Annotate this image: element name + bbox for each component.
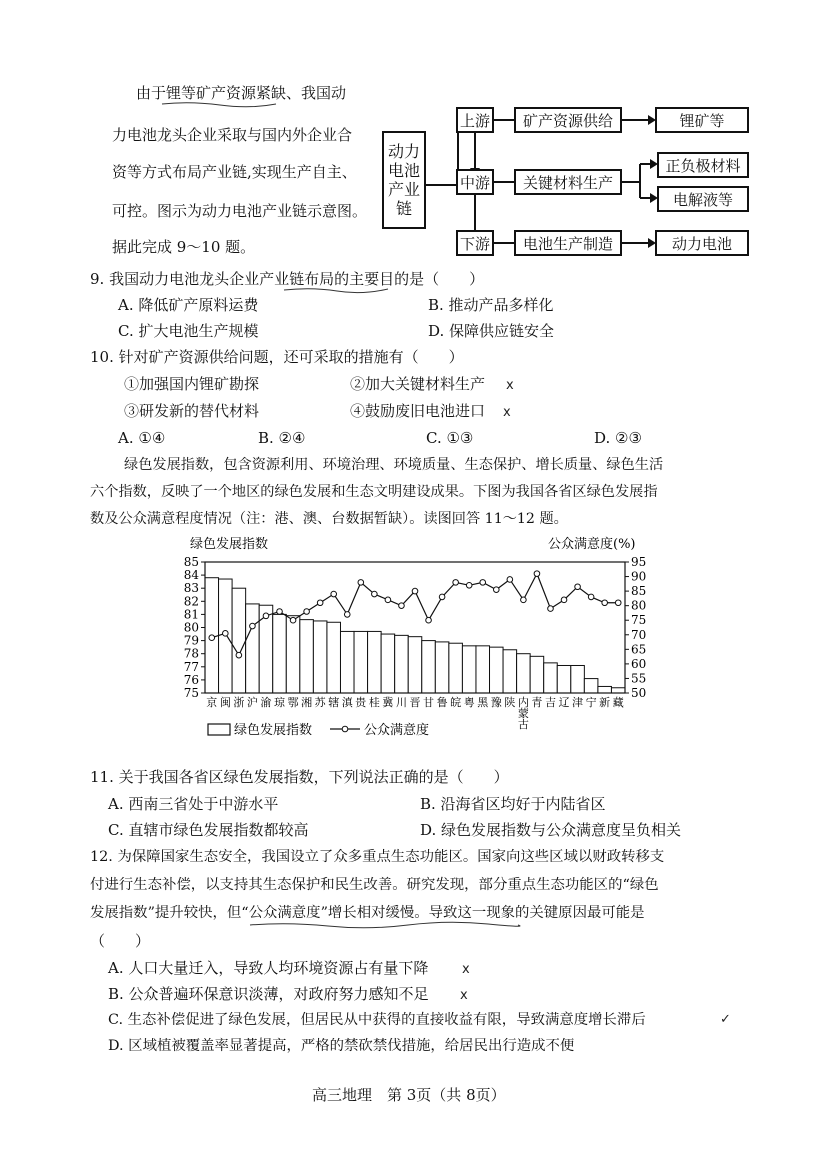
chart-right-tick-label: 55	[631, 671, 647, 686]
chart-left-tick-label: 76	[183, 672, 199, 687]
q12-mark-c: ✓	[720, 1012, 731, 1027]
chart-satisfaction-point	[263, 613, 269, 619]
chart-bar	[422, 641, 436, 693]
chart-category-label: 川	[395, 696, 407, 709]
chart-bar	[286, 616, 300, 693]
chart-satisfaction-point	[507, 577, 513, 583]
chart-category-label: 桂	[368, 696, 380, 709]
chart-bar	[313, 621, 327, 693]
chart-bar	[354, 631, 368, 693]
q9-option-a: A. 降低矿产原料运费	[118, 296, 259, 314]
intro-line-1: 由于锂等矿产资源紧缺、我国动	[136, 84, 347, 102]
chart-category-label: 新	[599, 696, 611, 709]
q12-stem-line-4: （ ）	[90, 932, 151, 950]
chart-satisfaction-point	[223, 631, 229, 637]
chart-satisfaction-point	[521, 597, 527, 603]
chart-satisfaction-point	[588, 594, 594, 600]
q11-stem: 11. 关于我国各省区绿色发展指数，下列说法正确的是（ ）	[90, 768, 509, 786]
chart-satisfaction-point	[534, 571, 540, 577]
q10-item-2: ②加大关键材料生产	[350, 375, 486, 393]
chart-bar	[246, 604, 260, 693]
chart-left-tick-label: 81	[183, 607, 199, 622]
chart-satisfaction-point	[358, 580, 364, 586]
q12-stem-line-3: 发展指数”提升较快，但“公众满意度”增长相对缓慢。导致这一现象的关键原因最可能是	[90, 905, 645, 921]
chart-right-tick-label: 65	[631, 642, 647, 657]
chart-satisfaction-point	[304, 609, 310, 615]
q10-option-d: D. ②③	[594, 429, 642, 447]
chart-category-label: 辽	[558, 696, 570, 709]
chart-category-label: 蒙	[517, 707, 529, 720]
diagram-root-box	[382, 131, 426, 229]
chart-category-label: 津	[572, 696, 584, 709]
q12-stem-line-1: 12. 为保障国家生态安全，我国设立了众多重点生态功能区。国家向这些区域以财政转移支	[90, 849, 665, 865]
chart-satisfaction-point	[615, 600, 621, 606]
chart-satisfaction-point	[399, 603, 405, 609]
chart-category-label: 贵	[355, 696, 367, 709]
chart-right-tick-label: 75	[631, 613, 647, 628]
process-materials: 关键材料生产	[514, 169, 622, 195]
chart-bar	[232, 588, 246, 693]
chart-category-label: 滇	[341, 696, 353, 709]
chart-bar	[462, 646, 476, 693]
chart-bar	[273, 614, 287, 693]
chart-satisfaction-point	[250, 623, 256, 629]
chart-left-tick-label: 77	[183, 659, 199, 674]
chart-bar	[611, 688, 625, 693]
chart	[150, 534, 680, 744]
chart-satisfaction-point	[331, 591, 337, 597]
q9-option-d: D. 保障供应链安全	[428, 322, 555, 340]
chart-category-label: 黑	[477, 696, 489, 709]
chart-bar	[598, 686, 612, 693]
chart-right-tick-label: 80	[631, 598, 647, 613]
chart-bar	[340, 631, 354, 693]
chart-satisfaction-point	[426, 617, 432, 623]
chart-bar	[557, 665, 571, 693]
chart-category-label: 琼	[274, 696, 286, 709]
chart-category-label: 青	[531, 696, 543, 709]
chart-category-label: 浙	[233, 696, 245, 709]
chart-legend-line-marker	[342, 726, 348, 732]
chart-category-label: 宁	[585, 696, 597, 709]
q10-item-3: ③研发新的替代材料	[124, 402, 260, 420]
chart-category-label: 豫	[490, 696, 502, 709]
chart-bar	[571, 665, 585, 693]
chart-bar	[435, 642, 449, 693]
stage-midstream: 中游	[456, 169, 494, 195]
chart-category-label: 粤	[463, 696, 475, 709]
process-mineral-supply: 矿产资源供给	[514, 107, 622, 133]
chart-category-label: 吉	[544, 696, 556, 709]
q11-option-a: A. 西南三省处于中游水平	[108, 795, 279, 813]
chart-right-tick-label: 60	[631, 656, 647, 671]
chart-bar	[476, 646, 490, 693]
output-battery: 动力电池	[655, 230, 749, 256]
chart-category-label: 沪	[246, 696, 258, 709]
q12-underline	[248, 921, 522, 929]
output-electrodes: 正负极材料	[657, 152, 749, 178]
chart-category-label: 鲁	[436, 696, 448, 709]
chart-satisfaction-point	[439, 594, 445, 600]
q9-underline	[282, 286, 392, 294]
chart-right-axis-title: 公众满意度(%)	[548, 537, 636, 552]
chart-category-label: 内	[517, 696, 529, 709]
chart-legend-bar-swatch	[208, 724, 230, 735]
chart-bar	[517, 654, 531, 693]
q12-option-c: C. 生态补偿促进了绿色发展，但居民从中获得的直接收益有限，导致满意度增长滞后	[108, 1012, 646, 1028]
chart-category-label: 渝	[260, 696, 272, 709]
q10-option-b: B. ②④	[258, 429, 306, 447]
chart-category-label: 陕	[504, 696, 516, 709]
chart-left-tick-label: 78	[183, 646, 199, 661]
chart-right-tick-label: 90	[631, 569, 647, 584]
chart-category-label: 皖	[450, 696, 462, 709]
chart-satisfaction-point	[493, 587, 499, 593]
passage2-line-3: 数及公众满意程度情况（注：港、澳、台数据暂缺）。读图回答 11～12 题。	[90, 511, 568, 527]
chart-left-tick-label: 82	[183, 594, 199, 609]
q9-stem: 9. 我国动力电池龙头企业产业链布局的主要目的是（ ）	[90, 270, 485, 288]
q11-option-c: C. 直辖市绿色发展指数都较高	[108, 821, 309, 839]
stage-upstream: 上游	[456, 107, 494, 133]
chart-category-label: 鄂	[287, 696, 299, 709]
chart-satisfaction-point	[561, 597, 567, 603]
chart-category-label: 苏	[314, 696, 326, 709]
q10-stem: 10. 针对矿产资源供给问题，还可采取的措施有（ ）	[90, 348, 464, 366]
diagram-root-label: 动力电池产业链	[387, 142, 420, 218]
chart-satisfaction-point	[453, 580, 459, 586]
chart-satisfaction-point	[575, 584, 581, 590]
q11-option-b: B. 沿海省区均好于内陆省区	[420, 795, 606, 813]
chart-category-label: 辖	[328, 696, 340, 709]
stage-downstream: 下游	[456, 230, 494, 256]
q12-mark-a: x	[462, 962, 470, 977]
chart-right-tick-label: 50	[631, 686, 647, 700]
q12-stem-line-2: 付进行生态补偿，以支持其生态保护和民生改善。研究发现，部分重点生态功能区的“绿色	[90, 877, 659, 893]
q9-option-b: B. 推动产品多样化	[428, 296, 554, 314]
chart-category-label: 闽	[219, 696, 231, 709]
chart-right-tick-label: 95	[631, 555, 647, 569]
q10-option-a: A. ①④	[118, 429, 166, 447]
output-lithium: 锂矿等	[655, 107, 749, 133]
chart-satisfaction-point	[209, 635, 215, 641]
chart-left-tick-label: 80	[183, 620, 199, 635]
process-manufacturing: 电池生产制造	[514, 230, 622, 256]
passage2-line-1: 绿色发展指数，包含资源利用、环境治理、环境质量、生态保护、增长质量、绿色生活	[124, 457, 664, 473]
chart-bar	[584, 679, 598, 693]
chart-bar	[408, 637, 422, 693]
chart-left-axis-title: 绿色发展指数	[190, 537, 269, 552]
chart-category-label: 甘	[423, 696, 435, 709]
chart-bar	[449, 643, 463, 693]
chart-left-tick-label: 85	[183, 555, 199, 569]
q11-option-d: D. 绿色发展指数与公众满意度呈负相关	[420, 821, 682, 839]
chart-left-tick-label: 75	[183, 686, 199, 700]
q10-mark-2: x	[506, 378, 514, 393]
q9-option-c: C. 扩大电池生产规模	[118, 322, 259, 340]
chart-category-label: 湘	[301, 696, 313, 709]
chart-category-label: 晋	[409, 696, 421, 709]
chart-satisfaction-point	[344, 612, 350, 618]
chart-bar	[490, 647, 504, 693]
chart-right-tick-label: 70	[631, 627, 647, 642]
q12-option-b: B. 公众普遍环保意识淡薄，对政府努力感知不足	[108, 985, 429, 1003]
chart-satisfaction-point	[372, 591, 378, 597]
chart-bar	[327, 622, 341, 693]
chart-left-tick-label: 84	[183, 568, 199, 583]
page-footer: 高三地理 第 3页（共 8页）	[312, 1086, 506, 1104]
passage2-line-2: 六个指数，反映了一个地区的绿色发展和生态文明建设成果。下图为我国各省区绿色发展指	[90, 484, 658, 500]
intro-line-5: 据此完成 9～10 题。	[112, 238, 256, 256]
chart-bar	[368, 631, 382, 693]
intro-line-4: 可控。图示为动力电池产业链示意图。	[112, 202, 368, 220]
chart-bar	[300, 620, 314, 693]
chart-satisfaction-point	[317, 600, 323, 606]
chart-satisfaction-point	[548, 606, 554, 612]
output-electrolyte: 电解液等	[657, 186, 749, 212]
q12-option-a: A. 人口大量迁入，导致人均环境资源占有量下降	[108, 959, 429, 977]
intro-line-2: 力电池龙头企业采取与国内外企业合	[112, 126, 353, 144]
intro-underline	[160, 100, 280, 108]
green-development-chart	[150, 534, 680, 744]
chart-right-tick-label: 85	[631, 584, 647, 599]
q12-option-d: D. 区域植被覆盖率显著提高，严格的禁砍禁伐措施，给居民出行造成不便	[108, 1038, 575, 1054]
chart-satisfaction-point	[480, 580, 486, 586]
chart-bar	[503, 650, 517, 693]
chart-category-label: 京	[206, 696, 218, 709]
chart-satisfaction-point	[385, 597, 391, 603]
chart-category-label: 冀	[382, 696, 394, 709]
q10-item-1: ①加强国内锂矿勘探	[124, 375, 260, 393]
chart-bar	[395, 635, 409, 693]
chart-satisfaction-point	[466, 582, 472, 588]
chart-bar	[544, 663, 558, 693]
chart-category-label: 古	[517, 718, 529, 731]
chart-bar	[381, 634, 395, 693]
intro-line-3: 资等方式布局产业链,实现生产自主、	[112, 163, 357, 181]
chart-left-tick-label: 83	[183, 581, 199, 596]
chart-satisfaction-point	[412, 588, 418, 594]
chart-bar	[530, 656, 544, 693]
chart-satisfaction-point	[277, 609, 283, 615]
chart-satisfaction-point	[602, 600, 608, 606]
q10-item-4: ④鼓励废旧电池进口	[350, 402, 486, 420]
q10-option-c: C. ①③	[426, 429, 474, 447]
chart-category-label: 藏	[612, 696, 624, 709]
chart-left-tick-label: 79	[183, 633, 199, 648]
chart-legend-bar-label: 绿色发展指数	[234, 723, 313, 738]
chart-satisfaction-point	[236, 652, 242, 658]
q12-mark-b: x	[460, 988, 468, 1003]
q10-mark-4: x	[503, 405, 511, 420]
chart-satisfaction-point	[290, 617, 296, 623]
chart-legend-line-label: 公众满意度	[364, 723, 430, 738]
